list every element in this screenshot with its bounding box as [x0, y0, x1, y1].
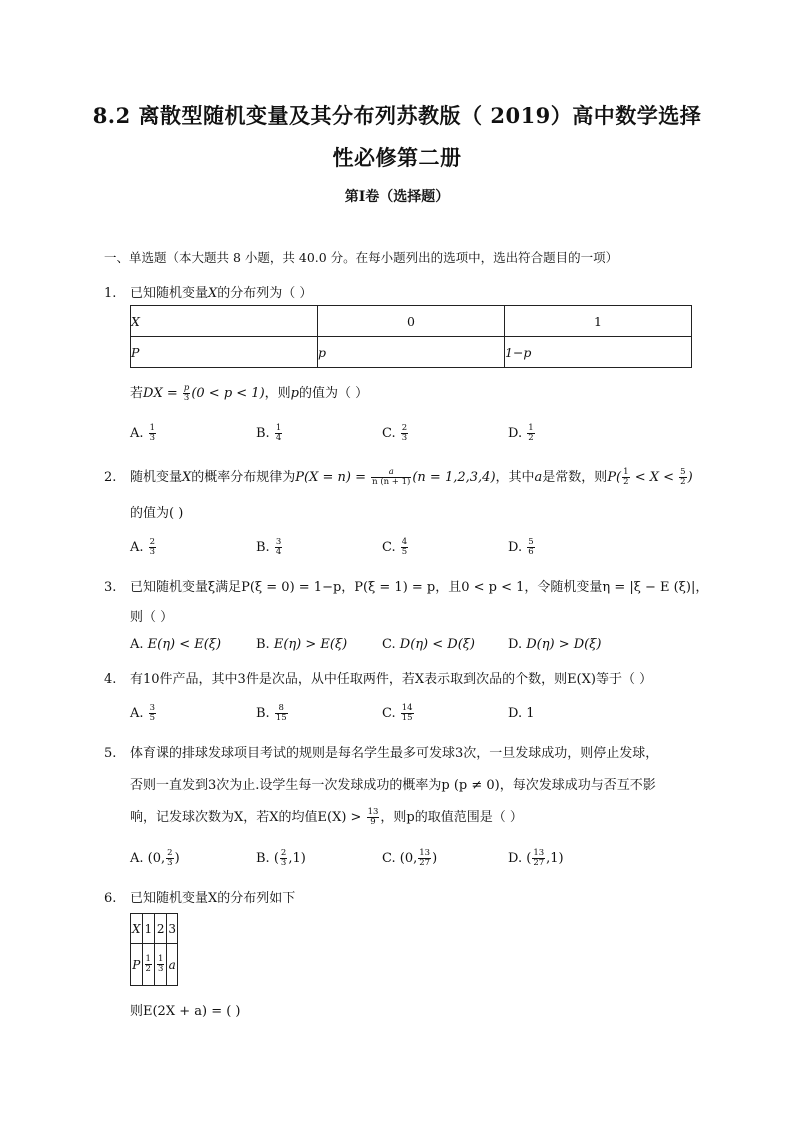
- fraction: [275, 704, 288, 723]
- text: 响，记发球次数为X，若X的均值E(X) >: [130, 810, 366, 825]
- option-d[interactable]: [508, 424, 536, 443]
- text: ,1): [288, 851, 306, 866]
- table-cell: [318, 306, 505, 337]
- numerator: 4: [401, 537, 408, 547]
- distribution-table-q1: [130, 305, 692, 368]
- denominator: 5: [401, 547, 408, 557]
- question-2: [104, 466, 693, 487]
- numerator: 5: [528, 537, 534, 547]
- question-text: 的分布列为（ ）: [217, 286, 313, 301]
- numerator: 5: [680, 467, 686, 477]
- table-cell: [131, 914, 143, 944]
- cell-text: 3: [168, 921, 177, 936]
- option-b[interactable]: [256, 424, 283, 443]
- table-cell: [167, 944, 178, 986]
- denominator: 2: [680, 477, 686, 487]
- question-text: 有10件产品，其中3件是次品，从中任取两件，若X表示取到次品的个数，则E(X)等于（ ）: [130, 672, 653, 687]
- numerator: 13: [533, 848, 545, 858]
- option-text: D(η) > D(ξ): [526, 637, 602, 652]
- numerator: 2: [280, 848, 287, 858]
- table-cell: [142, 914, 154, 944]
- denominator: 9: [370, 817, 376, 827]
- text: ): [174, 851, 180, 866]
- option-c[interactable]: [382, 704, 415, 723]
- fraction: [157, 955, 164, 974]
- denominator: 4: [275, 433, 282, 443]
- fraction: [532, 849, 545, 868]
- option-label: B.: [256, 540, 270, 555]
- cell-text: 1: [144, 921, 153, 936]
- distribution-table-q6: [130, 913, 178, 986]
- text: (0,: [399, 851, 418, 866]
- fraction: [367, 808, 380, 827]
- denominator: 2: [528, 433, 534, 443]
- option-label: D.: [508, 637, 523, 652]
- table-cell: [318, 337, 505, 368]
- option-text: E(η) > E(ξ): [273, 637, 348, 652]
- option-d[interactable]: [508, 637, 601, 652]
- option-b[interactable]: [256, 704, 289, 723]
- option-label: D.: [508, 706, 523, 721]
- text: 若: [130, 386, 144, 401]
- option-a[interactable]: [130, 637, 221, 652]
- fraction: [275, 424, 282, 443]
- numerator: 1: [145, 954, 151, 964]
- numerator: 2: [167, 848, 173, 858]
- option-label: B.: [256, 426, 270, 441]
- denominator: 3: [167, 858, 173, 868]
- text: ): [432, 851, 438, 866]
- q6-ask: 则E(2X + a) = ( ): [130, 1004, 241, 1019]
- option-label: D.: [508, 851, 523, 866]
- question-text: 体育课的排球发球项目考试的规则是每名学生最多可发球3次，一旦发球成功，则停止发球，: [130, 746, 659, 761]
- fraction: [183, 384, 190, 403]
- option-label: D.: [508, 426, 523, 441]
- text: 是常数，则: [542, 470, 608, 485]
- option-a[interactable]: [130, 704, 157, 723]
- fraction: [371, 468, 411, 487]
- question-5: [104, 742, 658, 761]
- option-text: D(η) < D(ξ): [399, 637, 476, 652]
- fraction: [149, 704, 156, 723]
- fraction: [401, 424, 408, 443]
- option-label: C.: [382, 426, 396, 441]
- denominator: 3: [149, 547, 156, 557]
- q1-condition: [130, 382, 368, 403]
- numerator: a: [371, 468, 411, 478]
- math: (0 < p < 1): [191, 386, 265, 401]
- math: P(X = n) =: [295, 470, 371, 485]
- cell-text: p: [318, 344, 327, 360]
- numerator: 14: [401, 703, 413, 713]
- math-var: X: [208, 286, 218, 301]
- math-var: p: [290, 386, 299, 401]
- math-var: a: [534, 470, 543, 485]
- denominator: 6: [528, 547, 534, 557]
- fraction: [418, 849, 431, 868]
- cell-text: P: [132, 957, 141, 972]
- option-label: A.: [130, 637, 144, 652]
- option-label: C.: [382, 637, 396, 652]
- cell-text: X: [131, 313, 140, 329]
- denominator: 27: [533, 858, 545, 868]
- option-d[interactable]: [508, 538, 536, 557]
- question-1: [104, 282, 312, 301]
- q2-line-2: 的值为( ): [130, 506, 184, 521]
- cell-text: 0: [407, 313, 415, 329]
- denominator: 15: [275, 713, 287, 723]
- cell-text: 1−p: [505, 344, 532, 360]
- text: (: [526, 851, 532, 866]
- option-b[interactable]: [256, 849, 306, 868]
- fraction: [149, 538, 156, 557]
- table-cell: [131, 337, 318, 368]
- q5-line-2: 否则一直发到3次为止.设学生每一次发球成功的概率为p (p ≠ 0)，每次发球成功与否互不影: [130, 778, 656, 793]
- math: P(: [607, 470, 622, 485]
- math: (n = 1,2,3,4): [412, 470, 496, 485]
- question-text: 已知随机变量: [130, 286, 209, 301]
- option-label: C.: [382, 540, 396, 555]
- table-cell: [142, 944, 154, 986]
- fraction: [145, 955, 152, 974]
- option-a[interactable]: [130, 538, 157, 557]
- text: ，则: [264, 386, 291, 401]
- option-label: A.: [130, 851, 144, 866]
- fraction: [149, 424, 156, 443]
- question-number: 4.: [104, 672, 117, 687]
- math: DX =: [143, 386, 182, 401]
- question-text: 已知随机变量X的分布列如下: [130, 891, 296, 906]
- doc-title-line-1: 8.2 离散型随机变量及其分布列苏教版（ 2019）高中数学选择: [92, 103, 702, 128]
- doc-title-line-2: 性必修第二册: [332, 145, 462, 170]
- denominator: n (n + 1): [372, 477, 411, 487]
- question-number: 1.: [104, 286, 117, 301]
- q3-line-2: 则（ ）: [130, 610, 174, 625]
- question-number: 6.: [104, 891, 117, 906]
- option-c[interactable]: [382, 424, 409, 443]
- denominator: 4: [275, 547, 282, 557]
- denominator: 3: [149, 433, 156, 443]
- denominator: 3: [401, 433, 408, 443]
- math-var: X: [182, 470, 192, 485]
- numerator: 1: [623, 467, 629, 477]
- table-row: [131, 944, 178, 986]
- option-label: A.: [130, 426, 144, 441]
- text: 的概率分布规律为: [191, 470, 296, 485]
- numerator: 8: [275, 704, 288, 714]
- text: 随机变量: [130, 470, 183, 485]
- option-a[interactable]: [130, 849, 180, 868]
- table-cell: [167, 914, 178, 944]
- section-heading: 一、单选题（本大题共 8 小题，共 40.0 分。在每小题列出的选项中，选出符合题目的一项）: [104, 250, 619, 265]
- denominator: 15: [401, 713, 413, 723]
- fraction: [275, 538, 282, 557]
- option-label: C.: [382, 851, 396, 866]
- cell-text: 2: [156, 921, 165, 936]
- denominator: 3: [183, 393, 190, 403]
- table-row: [131, 914, 178, 944]
- numerator: 1: [275, 423, 282, 433]
- option-label: B.: [256, 851, 270, 866]
- fraction: [166, 849, 173, 868]
- fraction: [679, 468, 686, 487]
- numerator: 2: [401, 423, 408, 433]
- option-label: C.: [382, 706, 396, 721]
- option-b[interactable]: [256, 538, 283, 557]
- numerator: p: [183, 383, 190, 393]
- option-label: A.: [130, 540, 144, 555]
- option-c[interactable]: [382, 637, 475, 652]
- numerator: 1: [528, 423, 534, 433]
- table-cell: [154, 944, 166, 986]
- option-label: A.: [130, 706, 144, 721]
- option-a[interactable]: [130, 424, 157, 443]
- option-d[interactable]: [508, 849, 564, 868]
- option-c[interactable]: [382, 538, 409, 557]
- text: ，其中: [495, 470, 535, 485]
- table-cell: [131, 306, 318, 337]
- text: ,1): [546, 851, 564, 866]
- math: ): [687, 470, 693, 485]
- text: (0,: [147, 851, 166, 866]
- question-number: 5.: [104, 746, 117, 761]
- numerator: 1: [149, 423, 156, 433]
- fraction: [622, 468, 629, 487]
- option-label: B.: [256, 706, 270, 721]
- cell-text: a: [168, 957, 176, 972]
- fraction: [280, 849, 287, 868]
- text: (: [273, 851, 279, 866]
- question-6: [104, 887, 295, 906]
- fraction: [401, 538, 408, 557]
- text: ，则p的取值范围是（ ）: [380, 810, 523, 825]
- q5-line-3: [130, 806, 523, 827]
- denominator: 3: [280, 858, 287, 868]
- denominator: 27: [419, 858, 431, 868]
- denominator: 2: [623, 477, 629, 487]
- math: < X <: [630, 470, 679, 485]
- option-label: B.: [256, 637, 270, 652]
- numerator: 13: [367, 807, 379, 817]
- option-label: D.: [508, 540, 523, 555]
- table-row: [131, 337, 692, 368]
- question-number: 3.: [104, 580, 117, 595]
- numerator: 2: [149, 537, 156, 547]
- question-3: [104, 576, 708, 595]
- option-b[interactable]: [256, 637, 347, 652]
- numerator: 13: [419, 848, 431, 858]
- cell-text: X: [132, 921, 141, 936]
- table-cell: [131, 944, 143, 986]
- text: 的值为（ ）: [298, 386, 369, 401]
- fraction: [527, 424, 534, 443]
- numerator: 3: [275, 537, 282, 547]
- option-d[interactable]: [508, 706, 535, 721]
- question-number: 2.: [104, 470, 117, 485]
- table-cell: [154, 914, 166, 944]
- table-cell: [505, 337, 692, 368]
- fraction: [401, 704, 414, 723]
- table-cell: [505, 306, 692, 337]
- option-text: 1: [526, 706, 535, 721]
- option-c[interactable]: [382, 849, 437, 868]
- cell-text: 1: [594, 313, 602, 329]
- table-row: [131, 306, 692, 337]
- denominator: 2: [145, 964, 151, 974]
- denominator: 5: [149, 713, 156, 723]
- question-text: 已知随机变量ξ满足P(ξ = 0) = 1−p，P(ξ = 1) = p，且0 < p < 1，令随机变量η = |ξ − E (ξ)|，: [130, 580, 709, 595]
- denominator: 3: [157, 964, 164, 974]
- doc-subtitle: 第Ⅰ卷（选择题）: [344, 189, 450, 205]
- option-text: E(η) < E(ξ): [147, 637, 222, 652]
- cell-text: P: [131, 344, 140, 360]
- question-4: [104, 668, 652, 687]
- numerator: 3: [149, 703, 156, 713]
- fraction: [527, 538, 534, 557]
- numerator: 1: [157, 954, 164, 964]
